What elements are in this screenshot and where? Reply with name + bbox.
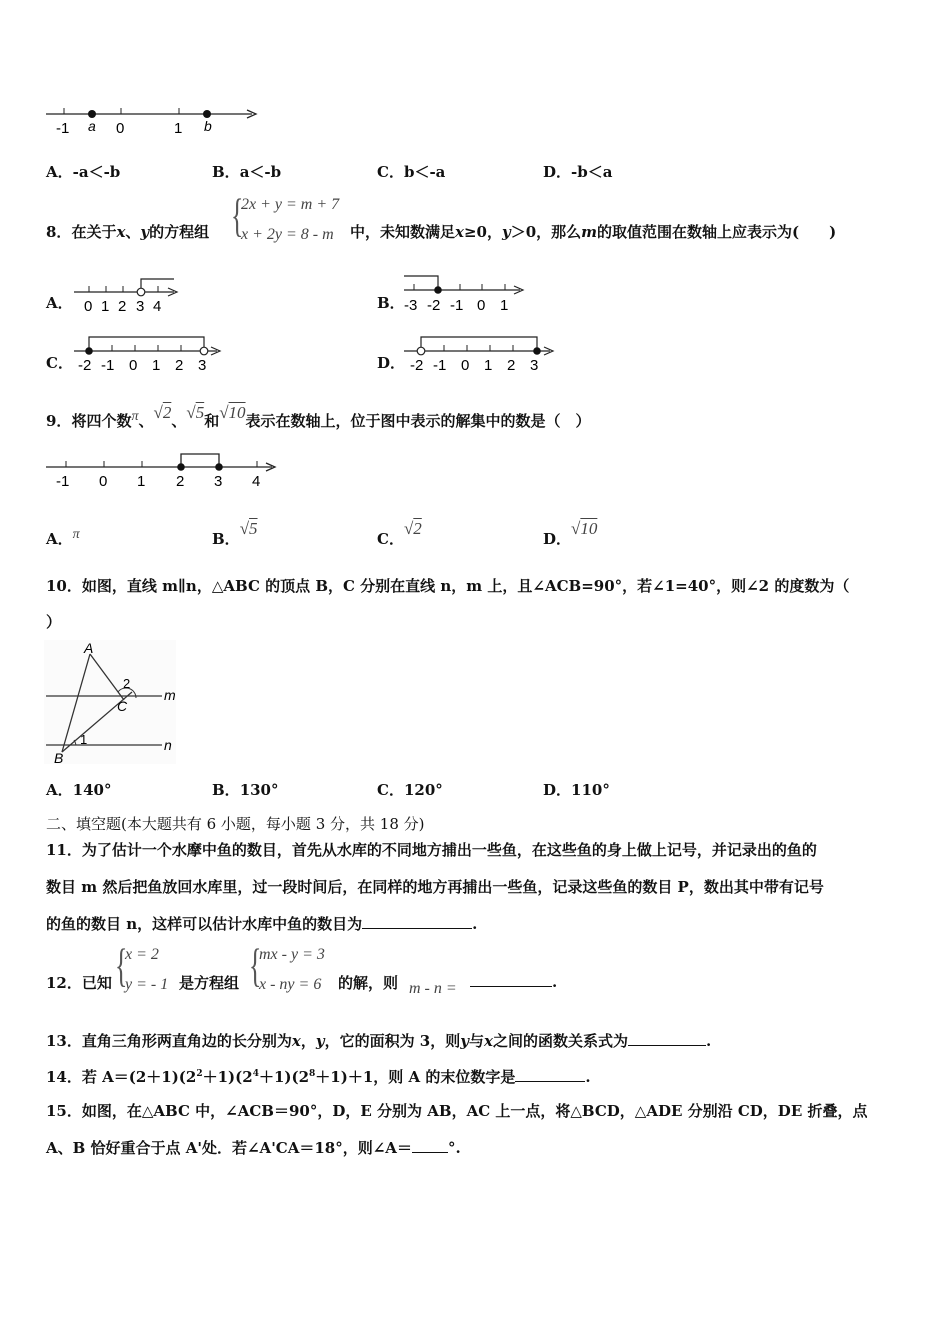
svg-text:-2: -2: [410, 357, 424, 374]
svg-text:1: 1: [152, 357, 161, 374]
q11-line1: 11．为了估计一个水摩中鱼的数目，首先从水库的不同地方捕出一些鱼，在这些鱼的身上做上记号，并记录出的鱼的: [46, 841, 817, 859]
q7-number-line: [44, 100, 264, 140]
svg-text:0: 0: [84, 298, 93, 313]
q12-solution-brace: {: [115, 940, 128, 992]
q9-number-line: [44, 450, 284, 492]
svg-text:4: 4: [153, 298, 162, 313]
q8-option-d-number-line[interactable]: [402, 333, 562, 375]
q10-option-b[interactable]: B．130°: [212, 781, 279, 799]
svg-text:3: 3: [198, 357, 207, 374]
q13-answer-blank[interactable]: [628, 1031, 706, 1046]
svg-text:2: 2: [123, 676, 131, 691]
tick-label: a: [88, 118, 96, 134]
q7-option-c[interactable]: C．b＜-a: [377, 163, 446, 181]
q12-after: 的解，则: [338, 974, 399, 992]
svg-text:-1: -1: [450, 297, 464, 314]
q11-line2: 数目 m 然后把鱼放回水库里，过一段时间后，在同样的地方再捕出一些鱼，记录这些鱼的数目 P，数出其中带有记号: [46, 878, 824, 896]
tick-label: 1: [174, 120, 183, 137]
q8-option-a-label[interactable]: A．: [46, 294, 73, 312]
svg-text:2: 2: [175, 357, 184, 374]
q9-option-d[interactable]: D．√10: [543, 519, 598, 548]
q12-sol1: x = 2: [125, 946, 159, 963]
q12-system-brace: {: [249, 940, 262, 992]
svg-text:0: 0: [99, 473, 108, 490]
q8-suffix: 中，未知数满足x≥0，y＞0，那么m的取值范围在数轴上应表示为( ): [350, 223, 837, 241]
q9-option-c[interactable]: C．√2: [377, 519, 422, 548]
svg-text:3: 3: [136, 298, 145, 313]
svg-text:4: 4: [252, 473, 261, 490]
svg-text:1: 1: [101, 298, 110, 313]
q7-option-a[interactable]: A．-a＜-b: [46, 163, 121, 181]
q11-line3: 的鱼的数目 n，这样可以估计水库中鱼的数目为 .: [46, 915, 478, 933]
q12-eq1: mx - y = 3: [259, 946, 325, 963]
q9-question: 9．将四个数π、√2、√5和√10表示在数轴上，位于图中表示的解集中的数是（ ）: [46, 403, 591, 430]
q15-line2: A、B 恰好重合于点 A'处．若∠A'CA＝18°，则∠A＝ °.: [46, 1139, 461, 1157]
tick-label: 0: [116, 120, 125, 137]
q10-option-c[interactable]: C．120°: [377, 781, 443, 799]
svg-text:m: m: [164, 687, 176, 703]
q14-question: 14．若 $A=(2+1)(2^2+1)(2^4+1)(2^8+1)+1$，则 A 的末位数字是 .: [46, 1068, 591, 1086]
svg-text:0: 0: [129, 357, 138, 374]
section-title: 二、填空题(本大题共有 6 小题，每小题 3 分，共 18 分): [46, 815, 425, 833]
svg-text:-2: -2: [427, 297, 441, 314]
q9-option-a[interactable]: A．π: [46, 527, 80, 548]
q12-mid: 是方程组: [179, 974, 240, 992]
svg-text:B: B: [54, 750, 64, 765]
tick-label: b: [204, 118, 212, 134]
q12-sol2: y = - 1: [125, 976, 169, 993]
svg-text:A: A: [84, 640, 94, 656]
q10-line2: ）: [46, 613, 62, 631]
point-a: [88, 110, 96, 118]
q15-answer-blank[interactable]: [412, 1138, 448, 1153]
q8-eq2: x + 2y = 8 - m: [241, 226, 334, 243]
svg-text:-2: -2: [78, 357, 92, 374]
svg-text:2: 2: [507, 357, 516, 374]
q8-option-b-number-line[interactable]: [402, 272, 530, 314]
svg-text:3: 3: [530, 357, 539, 374]
svg-text:-1: -1: [433, 357, 447, 374]
q7-option-b[interactable]: B．a＜-b: [212, 163, 282, 181]
q8-system-brace: {: [231, 190, 244, 242]
svg-text:C: C: [117, 698, 128, 714]
q10-figure: [44, 640, 179, 765]
q8-option-c-label[interactable]: C．: [46, 354, 73, 372]
q12-expr: m - n =: [409, 980, 457, 997]
q12-answer-blank[interactable]: [470, 972, 552, 987]
point-b: [203, 110, 211, 118]
svg-text:1: 1: [484, 357, 493, 374]
q12-eq2: x - ny = 6: [259, 976, 322, 993]
svg-text:-3: -3: [404, 297, 418, 314]
q8-option-a-number-line[interactable]: [72, 275, 184, 313]
q8-option-b-label[interactable]: B．: [377, 294, 405, 312]
q9-option-b[interactable]: B．√5: [212, 519, 258, 548]
q12-prefix: 12．已知: [46, 974, 112, 992]
q15-line1: 15．如图，在△ABC 中，∠ACB＝90°，D，E 分别为 AB，AC 上一点，将△BCD，△ADE 分别沿 CD，DE 折叠，点: [46, 1102, 868, 1120]
q10-option-d[interactable]: D．110°: [543, 781, 610, 799]
q8-option-c-number-line[interactable]: [72, 333, 227, 375]
svg-text:2: 2: [176, 473, 185, 490]
q10-line1: 10．如图，直线 m∥n，△ABC 的顶点 B，C 分别在直线 n，m 上，且∠ACB=90°，若∠1=40°，则∠2 的度数为（: [46, 577, 850, 595]
q8-eq1: 2x + y = m + 7: [241, 196, 340, 213]
svg-text:2: 2: [118, 298, 127, 313]
svg-text:-1: -1: [101, 357, 115, 374]
svg-text:1: 1: [80, 732, 88, 747]
svg-text:0: 0: [461, 357, 470, 374]
svg-text:1: 1: [137, 473, 146, 490]
svg-text:1: 1: [500, 297, 509, 314]
svg-text:3: 3: [214, 473, 223, 490]
q14-answer-blank[interactable]: [515, 1067, 585, 1082]
svg-text:n: n: [164, 737, 172, 753]
q11-answer-blank[interactable]: [362, 914, 472, 929]
q12-answer: .: [470, 972, 557, 991]
q8-option-d-label[interactable]: D．: [377, 354, 406, 372]
svg-text:0: 0: [477, 297, 486, 314]
q13-question: 13．直角三角形两直角边的长分别为x，y，它的面积为 3，则y与x之间的函数关系式为 .: [46, 1032, 712, 1050]
q8-prefix: 8．在关于x、y的方程组: [46, 223, 210, 241]
svg-text:-1: -1: [56, 473, 70, 490]
q7-option-d[interactable]: D．-b＜a: [543, 163, 613, 181]
tick-label: -1: [56, 120, 70, 137]
q10-option-a[interactable]: A．140°: [46, 781, 112, 799]
